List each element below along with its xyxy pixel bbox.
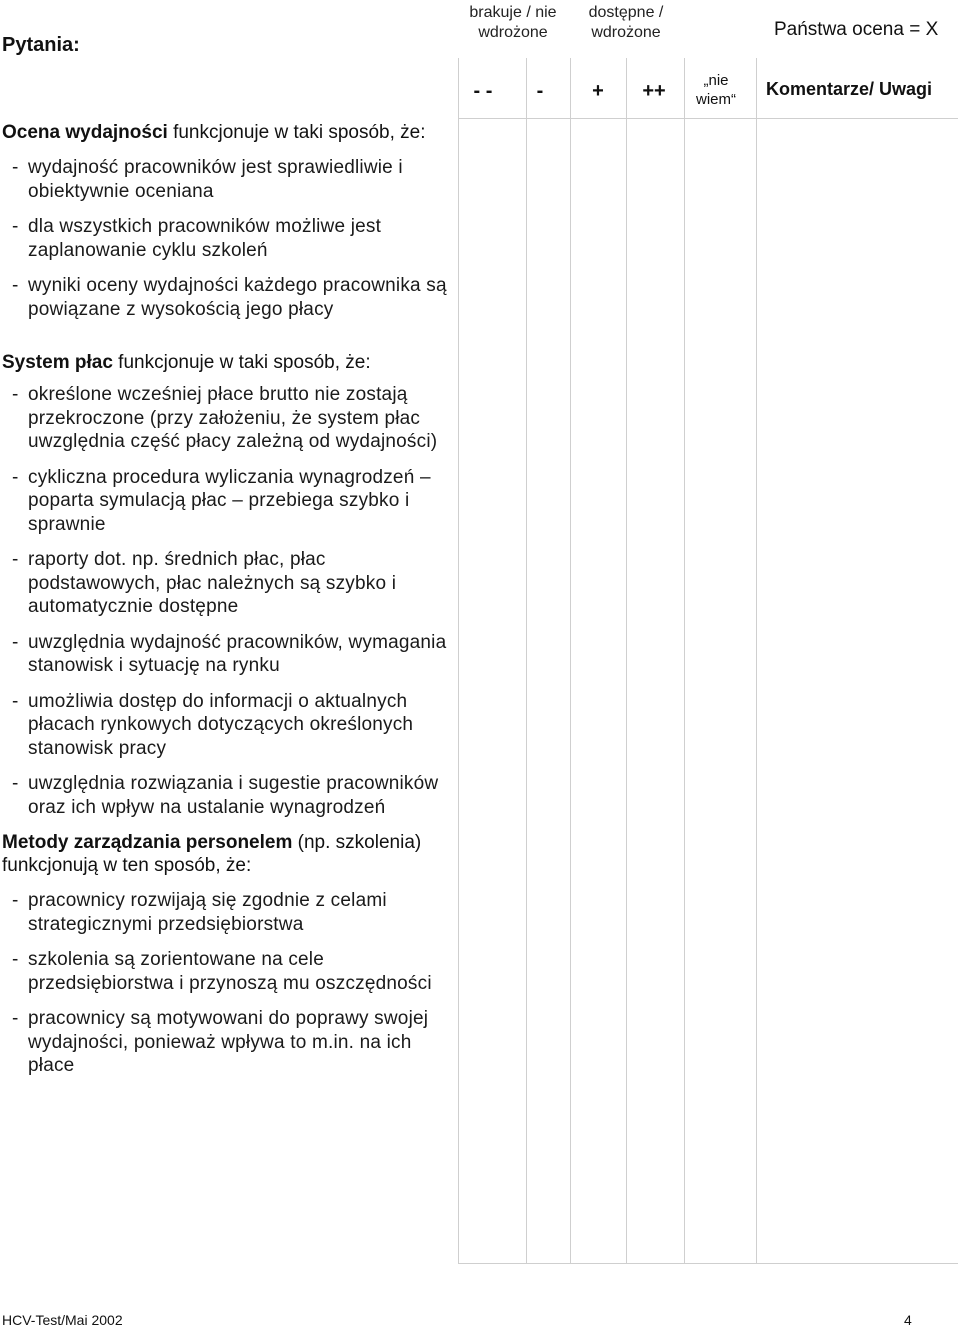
grid-line	[526, 58, 527, 1263]
scale-very-positive: ++	[642, 80, 666, 102]
question-list	[2, 383, 454, 819]
scale-positive: +	[592, 80, 604, 102]
section-heading	[2, 351, 454, 374]
question-item: - cykliczna procedura wyliczania wynagrodzeń – poparta symulacją płac – przebiega szybko i sprawnie	[2, 466, 454, 537]
question-item: - uwzględnia wydajność pracowników, wymagania stanowisk i sytuację na rynku	[2, 631, 454, 678]
question-item: - dla wszystkich pracowników możliwe jest zaplanowanie cyklu szkoleń	[2, 215, 454, 262]
questions-column	[2, 119, 454, 1078]
question-item: - pracownicy są motywowani do poprawy swojej wydajności, ponieważ wpływa to m.in. na ich płace	[2, 1007, 454, 1078]
rating-instruction: Państwa ocena = X	[774, 19, 939, 40]
grid-line	[458, 58, 459, 1263]
comments-header: Komentarze/ Uwagi	[766, 79, 933, 99]
question-item: - określone wcześniej płace brutto nie zostają przekroczone (przy założeniu, że system płac uwzględnia część płacy zależną od wydajności)	[2, 383, 454, 454]
footer-document-id: HCV-Test/Mai 2002	[2, 1312, 123, 1328]
grid-line	[684, 58, 685, 1263]
scale-very-negative: - -	[473, 80, 493, 102]
section-heading-rest: funkcjonuje w taki sposób, że:	[112, 352, 371, 373]
question-item: - umożliwia dostęp do informacji o aktualnych płacach rynkowych dotyczących określonych stanowisk pracy	[2, 690, 454, 761]
header-divider	[458, 118, 958, 119]
section-heading-bold: System płac	[2, 352, 113, 373]
scale-dont-know: „nie wiem“	[696, 72, 736, 108]
page-number: 4	[904, 1312, 912, 1328]
section-heading	[2, 831, 454, 877]
question-item: - wydajność pracowników jest sprawiedliwie i obiektywnie oceniana	[2, 156, 454, 203]
scale-negative: -	[536, 80, 544, 102]
section-heading-rest: (np. szkolenia) funkcjonują w ten sposób, że:	[2, 832, 422, 876]
page-title: Pytania:	[2, 34, 80, 56]
grid-line	[626, 58, 627, 1263]
column-header-available: dostępne / wdrożone	[588, 4, 664, 41]
bottom-divider	[458, 1263, 958, 1264]
question-item: - pracownicy rozwijają się zgodnie z celami strategicznymi przedsiębiorstwa	[2, 889, 454, 936]
question-item: - wyniki oceny wydajności każdego pracownika są powiązane z wysokością jego płacy	[2, 274, 454, 321]
question-item: - szkolenia są zorientowane na cele przedsiębiorstwa i przynoszą mu oszczędności	[2, 948, 454, 995]
section-heading	[2, 121, 454, 144]
section-heading-rest: funkcjonuje w taki sposób, że:	[167, 122, 426, 143]
section-heading-bold: Metody zarządzania personelem	[2, 832, 293, 853]
column-header-missing: brakuje / nie wdrożone	[469, 4, 557, 41]
section-heading-bold: Ocena wydajności	[2, 122, 168, 143]
question-item: - raporty dot. np. średnich płac, płac podstawowych, płac należnych są szybko i automatycznie dostępne	[2, 548, 454, 619]
grid-line	[756, 58, 757, 1263]
question-item: - uwzględnia rozwiązania i sugestie pracowników oraz ich wpływ na ustalanie wynagrodzeń	[2, 772, 454, 819]
grid-line	[570, 58, 571, 1263]
question-list	[2, 889, 454, 1078]
question-list	[2, 156, 454, 321]
